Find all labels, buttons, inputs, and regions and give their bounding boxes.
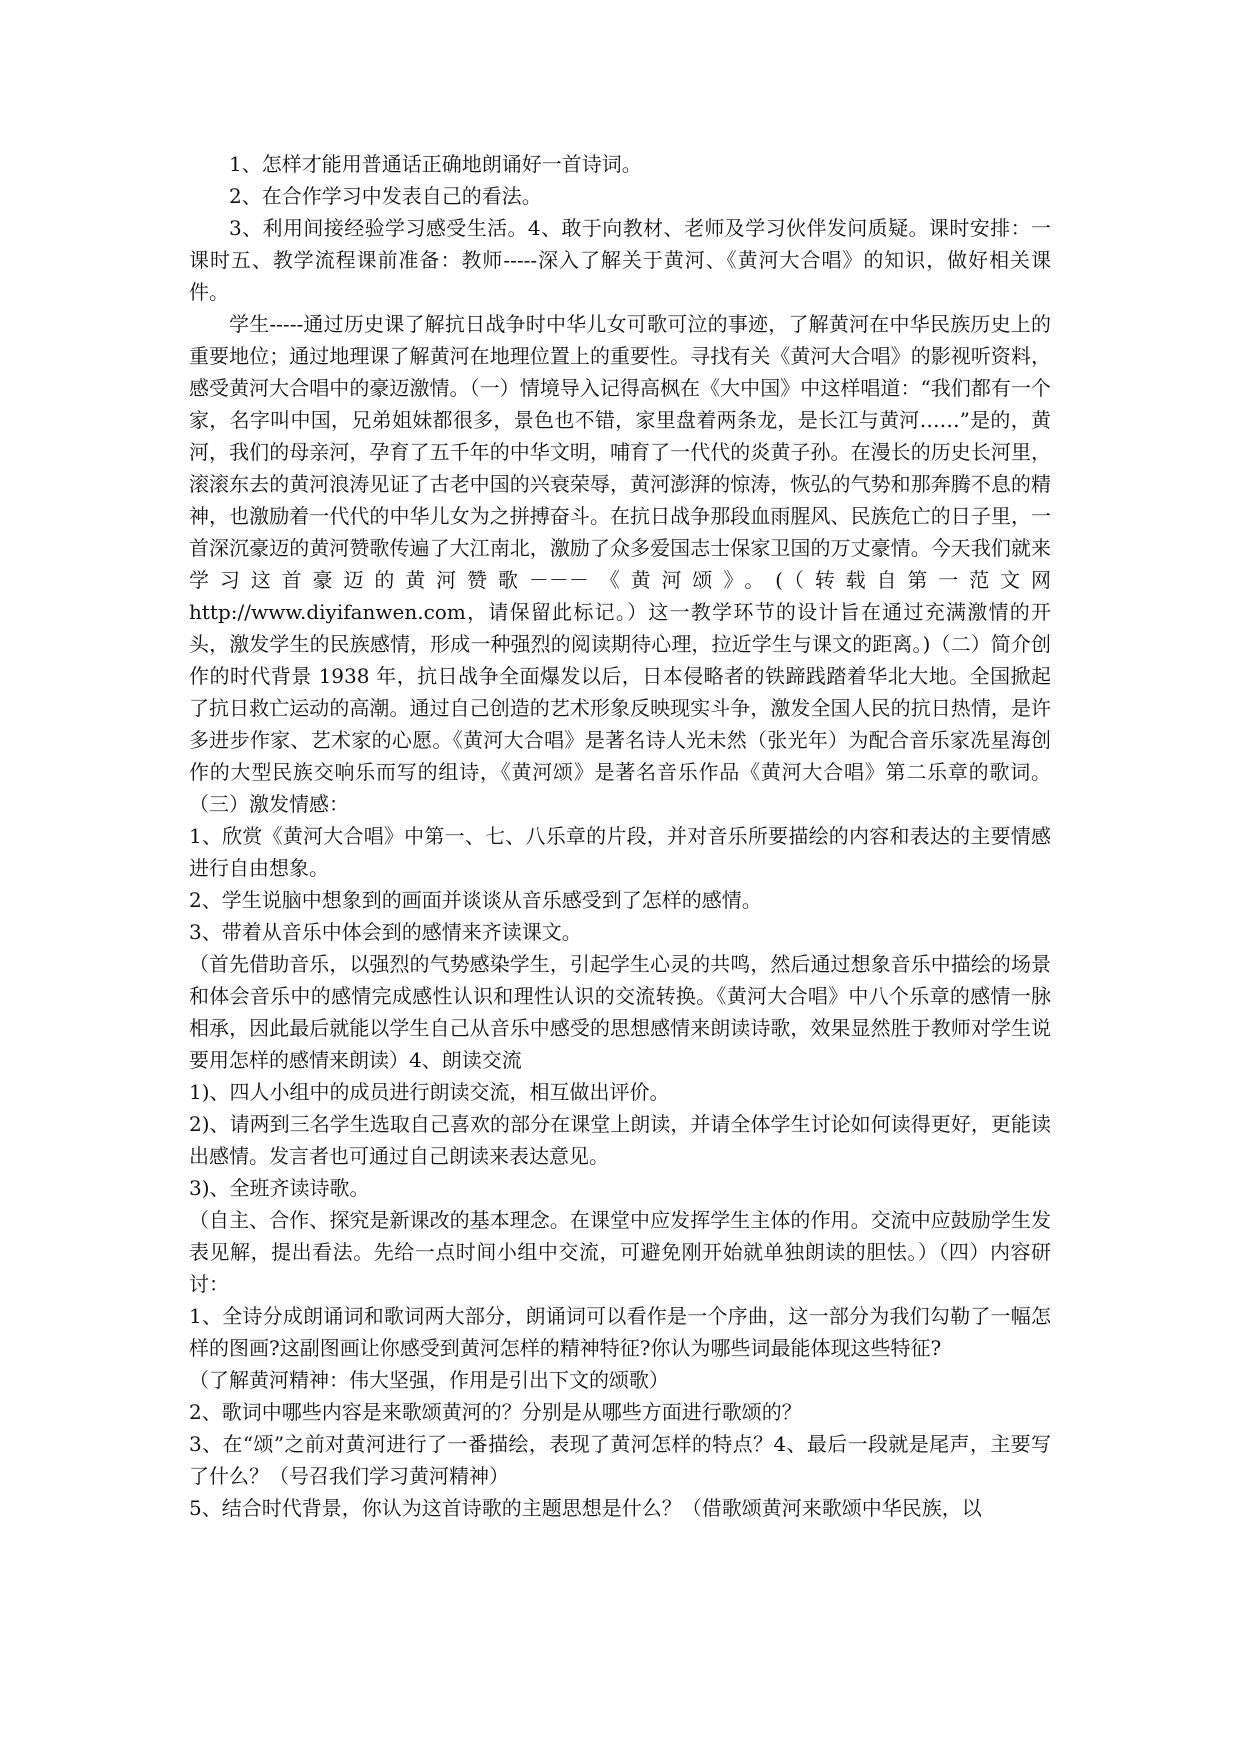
paragraph: 3)、全班齐读诗歌。 [189,1176,370,1200]
paragraph: （首先借助音乐，以强烈的气势感染学生，引起学生心灵的共鸣，然后通过想象音乐中描绘的场景和体会音乐中的感情完成感性认识和理性认识的交流转换。《黄河大合唱》中八个乐章的感情一脉相承，因此最后就能以学生自己从音乐中感受的思想感情来朗读诗歌，效果显然胜于教师对学生说要用怎样的感情来朗读）4、朗读交流 [189,952,1051,1072]
paragraph: 1、全诗分成朗诵词和歌词两大部分，朗诵词可以看作是一个序曲，这一部分为我们勾勒了一幅怎样的图画?这副图画让你感受到黄河怎样的精神特征?你认为哪些词最能体现这些特征? [189,1304,1051,1360]
paragraph: （自主、合作、探究是新课改的基本理念。在课堂中应发挥学生主体的作用。交流中应鼓励学生发表见解，提出看法。先给一点时间小组中交流，可避免刚开始就单独朗读的胆怯。）（四）内容研讨： [189,1208,1051,1296]
paragraph: 5、结合时代背景，你认为这首诗歌的主题思想是什么？（借歌颂黄河来歌颂中华民族，以 [189,1496,982,1520]
paragraph: 1、欣赏《黄河大合唱》中第一、七、八乐章的片段，并对音乐所要描绘的内容和表达的主要情感进行自由想象。 [189,824,1051,880]
paragraph: 2、歌词中哪些内容是来歌颂黄河的？分别是从哪些方面进行歌颂的？ [189,1400,802,1424]
paragraph: 3、在“颂”之前对黄河进行了一番描绘，表现了黄河怎样的特点？4、最后一段就是尾声，主要写了什么？（号召我们学习黄河精神） [189,1432,1051,1488]
paragraph: 1)、四人小组中的成员进行朗读交流，相互做出评价。 [189,1080,670,1104]
document-page [189,148,1051,1524]
paragraph: 学生-----通过历史课了解抗日战争时中华儿女可歌可泣的事迹，了解黄河在中华民族历史上的重要地位；通过地理课了解黄河在地理位置上的重要性。寻找有关《黄河大合唱》的影视听资料，感受黄河大合唱中的豪迈激情。（一）情境导入记得高枫在《大中国》中这样唱道：“我们都有一个家，名字叫中国，兄弟姐妹都很多，景色也不错，家里盘着两条龙，是长江与黄河……”是的，黄河，我们的母亲河，孕育了五千年的中华文明，哺育了一代代的炎黄子孙。在漫长的历史长河里，滚滚东去的黄河浪涛见证了古老中国的兴衰荣辱，黄河澎湃的惊涛，恢弘的气势和那奔腾不息的精神，也激励着一代代的中华儿女为之拼搏奋斗。在抗日战争那段血雨腥风、民族危亡的日子里，一首深沉豪迈的黄河赞歌传遍了大江南北，激励了众多爱国志士保家卫国的万丈豪情。今天我们就来学习这首豪迈的黄河赞歌－－－《黄河颂》。(（转载自第一范文网 http://www.diyifanwen.com，请保留此标记。）这一教学环节的设计旨在通过充满激情的开头，激发学生的民族感情，形成一种强烈的阅读期待心理，拉近学生与课文的距离。)（二）简介创作的时代背景 1938 年，抗日战争全面爆发以后，日本侵略者的铁蹄践踏着华北大地。全国掀起了抗日救亡运动的高潮。通过自己创造的艺术形象反映现实斗争，激发全国人民的抗日热情，是许多进步作家、艺术家的心愿。《黄河大合唱》是著名诗人光未然（张光年）为配合音乐家冼星海创作的大型民族交响乐而写的组诗，《黄河颂》是著名音乐作品《黄河大合唱》第二乐章的歌词。（三）激发情感： [189,312,1051,816]
paragraph: （了解黄河精神：伟大坚强，作用是引出下文的颂歌） [189,1368,669,1392]
paragraph: 1、怎样才能用普通话正确地朗诵好一首诗词。 [229,152,642,176]
paragraph: 2)、请两到三名学生选取自己喜欢的部分在课堂上朗读，并请全体学生讨论如何读得更好，更能读出感情。发言者也可通过自己朗读来表达意见。 [189,1112,1051,1168]
paragraph: 3、带着从音乐中体会到的感情来齐读课文。 [189,920,582,944]
paragraph: 3、利用间接经验学习感受生活。4、敢于向教材、老师及学习伙伴发问质疑。课时安排：一课时五、教学流程课前准备：教师-----深入了解关于黄河、《黄河大合唱》的知识，做好相关课件。 [189,216,1051,304]
paragraph: 2、在合作学习中发表自己的看法。 [229,184,542,208]
paragraph: 2、学生说脑中想象到的画面并谈谈从音乐感受到了怎样的感情。 [189,888,762,912]
